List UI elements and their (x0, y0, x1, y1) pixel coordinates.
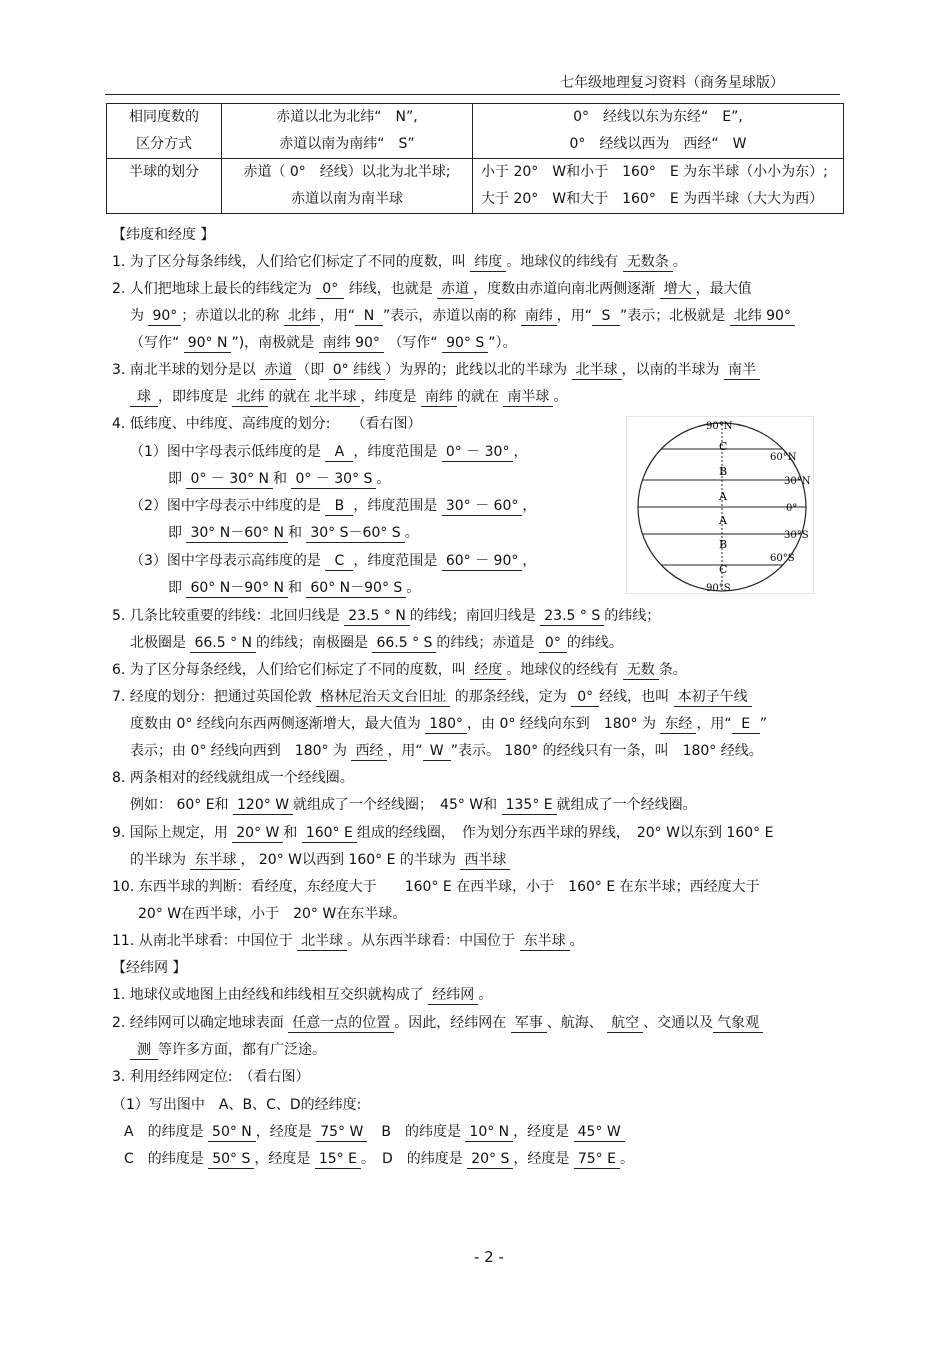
item-4-3: （3）图中字母表示高纬度的是 C ，纬度范围是 60° － 90° ， (130, 553, 537, 569)
svg-text:60°N: 60°N (770, 452, 797, 463)
item-4-2: （2）图中字母表示中纬度的是 B ，纬度范围是 30° － 60° ， (130, 498, 537, 514)
item-9: 9. 国际上规定，用 20° W 和 160° E 组成的经线圈， 作为划分东西半球的界线， 20° W以东到 160° E (112, 825, 774, 841)
item-8-line-2: 例如： 60° E和 120° W 就组成了一个经线圈； 45° W和 135° E 就组成了一个经线圈。 (130, 797, 697, 813)
table-cell-label: 相同度数的 区分方式 (107, 104, 222, 159)
table-cell-label: 半球的划分 (107, 159, 222, 214)
table-cell-latitude: 赤道以北为北纬“ N”, 赤道以南为南纬“ S” (222, 104, 473, 159)
svg-text:30°N: 30°N (784, 476, 811, 487)
svg-text:C: C (719, 440, 728, 453)
svg-text:90°S: 90°S (706, 583, 731, 594)
graticule-item-3-ab: A 的纬度是 50° N ，经度是 75° W B 的纬度是 10° N ，经度是 45° W (124, 1121, 625, 1142)
item-4-2-line-2: 即 30° N－60° N 和 30° S－60° S 。 (168, 525, 419, 541)
graticule-item-3-1: （1）写出图中 A、B、C、D的经纬度: (112, 1097, 362, 1113)
svg-text:90°N: 90°N (706, 421, 733, 432)
item-2: 2. 人们把地球上最长的纬线定为 0° 纬线，也就是 赤道 ，度数由赤道向南北两侧逐渐 增大 ，最大值 (112, 281, 752, 297)
item-1: 1. 为了区分每条纬线，人们给它们标定了不同的度数，叫 纬度 。地球仪的纬线有 无数条 。 (112, 254, 687, 270)
item-10: 10. 东西半球的判断：看经度，东经度大于 160° E 在西半球，小于 160° E 在东半球；西经度大于 (112, 879, 760, 895)
item-4-1: （1）图中字母表示低纬度的是 A ，纬度范围是 0° － 30° ， (130, 444, 528, 460)
item-5: 5. 几条比较重要的纬线：北回归线是 23.5 ° N 的纬线；南回归线是 23.5 ° S 的纬线； (112, 608, 661, 624)
item-5-line-2: 北极圈是 66.5 ° N 的纬线；南极圈是 66.5 ° S 的纬线；赤道是 0° 的纬线。 (130, 635, 623, 651)
item-3-line-2: 球 ，即纬度是 北纬 的就在 北半球 ，纬度是 南纬 的就在 南半球 。 (130, 386, 567, 407)
item-11: 11. 从南北半球看：中国位于 北半球 。从东西半球看：中国位于 东半球 。 (112, 933, 584, 949)
item-4-3-line-2: 即 60° N－90° N 和 60° N－90° S 。 (168, 580, 421, 596)
svg-text:30°S: 30°S (784, 530, 809, 541)
svg-text:B: B (719, 465, 728, 478)
svg-text:60°S: 60°S (770, 553, 795, 564)
svg-text:0°: 0° (786, 503, 798, 514)
svg-text:C: C (719, 563, 728, 576)
graticule-item-2: 2. 经纬网可以确定地球表面 任意一点的位置 。因此，经纬网在 军事 、航海、 航空 、交通以及 气象观 (112, 1012, 763, 1033)
item-10-line-2: 20° W在西半球，小于 20° W在东半球。 (138, 906, 407, 922)
item-8: 8. 两条相对的经线就组成一个经线圈。 (112, 770, 354, 786)
item-6: 6. 为了区分每条经线，人们给它们标定了不同的度数，叫 经度 。地球仪的经线有 无数 条。 (112, 662, 687, 678)
comparison-table (106, 103, 844, 214)
item-7: 7. 经度的划分：把通过英国伦敦 格林尼治天文台旧址 的那条经线，定为 0° 经线，也叫 本初子午线 (112, 686, 752, 707)
latitude-zones-globe-diagram (626, 416, 814, 594)
section-title-graticule: 【经纬网 】 (112, 960, 187, 976)
item-9-line-2: 的半球为 东半球 ， 20° W以西到 160° E 的半球为 西半球 (130, 849, 510, 870)
item-7-line-3: 表示；由 0° 经线向西到 180° 为 西经 ，用“ W ”表示。 180° 的经线只有一条，叫 180° 经线。 (130, 743, 763, 759)
svg-text:A: A (719, 514, 727, 527)
section-title-lat-lon: 【纬度和经度 】 (112, 227, 215, 243)
item-4-1-line-2: 即 0° － 30° N 和 0° － 30° S 。 (168, 471, 391, 487)
graticule-item-2-line-2: 测 等许多方面，都有广泛途。 (130, 1039, 326, 1060)
item-2-line-2: 为 90° ；赤道以北的称 北纬 ，用“ N ”表示，赤道以南的称 南纬 ，用“ S ”表示；北极就是 北纬 90° (130, 305, 795, 326)
table-cell-longitude: 0° 经线以东为东经“ E”, 0° 经线以西为 西经“ W (473, 104, 844, 159)
header-rule (105, 94, 840, 95)
item-4: 4. 低纬度、中纬度、高纬度的划分: （看右图） (112, 416, 422, 432)
graticule-item-3: 3. 利用经纬网定位: （看右图） (112, 1069, 310, 1085)
table-row (107, 159, 844, 214)
graticule-item-1: 1. 地球仪或地图上由经线和纬线相互交织就构成了 经纬网 。 (112, 987, 493, 1003)
graticule-item-3-cd: C 的纬度是 50° S ，经度是 15° E 。 D 的纬度是 20° S ，经度是 75° E 。 (124, 1151, 634, 1167)
page-header-title: 七年级地理复习资料（商务星球版） (560, 75, 784, 91)
item-7-line-2: 度数由 0° 经线向东西两侧逐渐增大，最大值为 180° ，由 0° 经线向东到 180° 为 东经 ，用“ E ” (130, 716, 767, 732)
table-cell-latitude: 赤道（ 0° 经线）以北为北半球; 赤道以南为南半球 (222, 159, 473, 214)
svg-text:B: B (719, 538, 728, 551)
svg-text:A: A (719, 490, 727, 503)
item-3: 3. 南北半球的划分是以 赤道 （即 0° 纬线 ）为界的；此线以北的半球为 北半球 ，以南的半球为 南半 (112, 359, 760, 380)
table-cell-longitude: 小于 20° W和小于 160° E 为东半球（小小为东）; 大于 20° W和大于 160° E 为西半球（大大为西） (473, 159, 844, 214)
item-2-line-3: （写作“ 90° N ”)，南极就是 南纬 90° （写作“ 90° S ”）。 (130, 335, 517, 351)
table-row (107, 104, 844, 159)
page-number: - 2 - (474, 1248, 504, 1266)
